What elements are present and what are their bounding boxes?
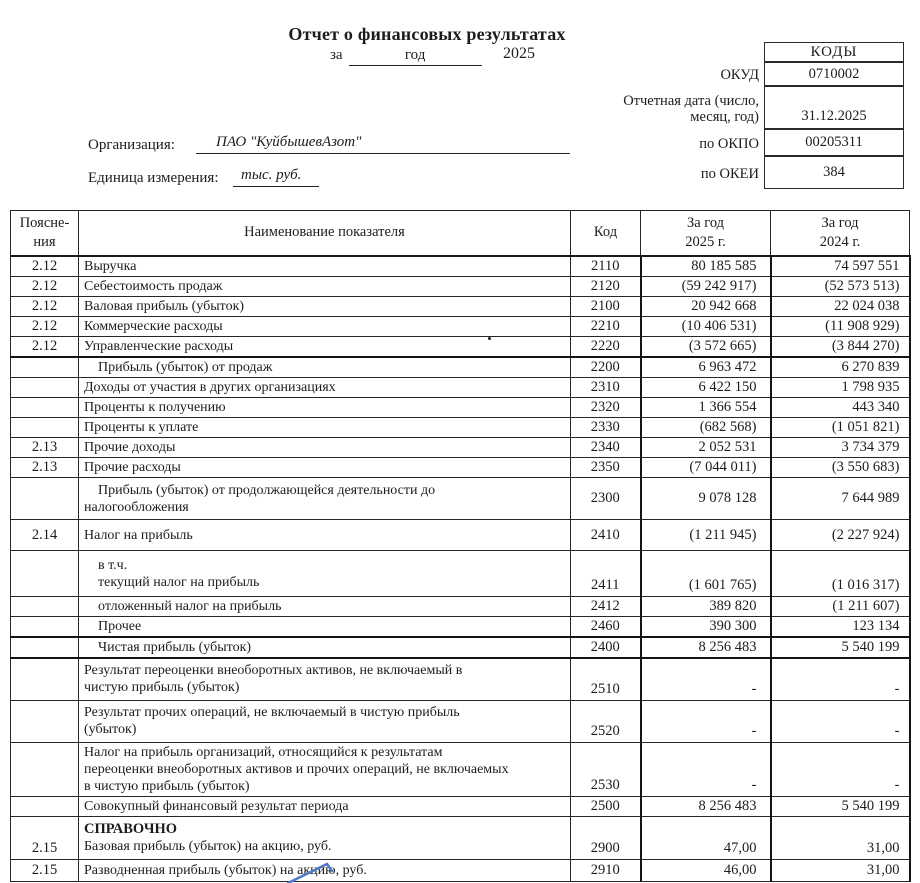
table-row bbox=[11, 438, 910, 458]
row-name bbox=[79, 418, 571, 438]
row-value-2025: 6 422 150 bbox=[641, 378, 771, 398]
row-name-line: Валовая прибыль (убыток) bbox=[84, 298, 245, 314]
header-code: Код bbox=[571, 211, 641, 256]
row-note bbox=[11, 700, 79, 742]
row-name-line: Прибыль (убыток) от продолжающейся деятельности до bbox=[98, 482, 436, 498]
row-name bbox=[79, 276, 571, 296]
row-value-2025: (7 044 011) bbox=[641, 458, 771, 478]
row-value-2024: - bbox=[771, 742, 910, 796]
row-name bbox=[79, 438, 571, 458]
row-name bbox=[79, 617, 571, 638]
row-note: 2.12 bbox=[11, 256, 79, 277]
row-name-line: Налог на прибыль организаций, относящийся к результатам bbox=[84, 744, 443, 760]
row-value-2025: 9 078 128 bbox=[641, 478, 771, 520]
row-value-2024: 74 597 551 bbox=[771, 256, 910, 277]
row-name bbox=[79, 378, 571, 398]
row-name-line: налогообложения bbox=[84, 499, 189, 515]
row-note bbox=[11, 478, 79, 520]
codes-table bbox=[598, 43, 904, 190]
row-note: 2.15 bbox=[11, 816, 79, 859]
codes-label-empty bbox=[598, 43, 764, 63]
row-code: 2310 bbox=[571, 378, 641, 398]
row-name-line: Себестоимость продаж bbox=[84, 278, 223, 294]
row-code: 2320 bbox=[571, 398, 641, 418]
row-name-line: Разводненная прибыль (убыток) на акцию, руб. bbox=[84, 862, 367, 878]
report-title: Отчет о финансовых результатах bbox=[288, 24, 566, 44]
row-name-line: Налог на прибыль bbox=[84, 527, 193, 543]
row-value-2025: 6 963 472 bbox=[641, 357, 771, 378]
row-value-2025: 46,00 bbox=[641, 859, 771, 881]
row-name-line: в чистую прибыль (убыток) bbox=[84, 778, 250, 794]
row-value-2025: (59 242 917) bbox=[641, 276, 771, 296]
table-row bbox=[11, 458, 910, 478]
row-note bbox=[11, 658, 79, 700]
table-row bbox=[11, 859, 910, 881]
table-row bbox=[11, 296, 910, 316]
row-value-2025: 8 256 483 bbox=[641, 796, 771, 816]
table-row bbox=[11, 357, 910, 378]
period-word: год bbox=[349, 47, 482, 66]
row-name bbox=[79, 458, 571, 478]
row-value-2024: (2 227 924) bbox=[771, 520, 910, 551]
row-name bbox=[79, 700, 571, 742]
table-row bbox=[11, 700, 910, 742]
row-note bbox=[11, 418, 79, 438]
row-name-line: СПРАВОЧНО bbox=[84, 820, 178, 837]
row-code: 2300 bbox=[571, 478, 641, 520]
row-value-2025: (10 406 531) bbox=[641, 316, 771, 336]
row-code: 2110 bbox=[571, 256, 641, 277]
row-value-2025: - bbox=[641, 700, 771, 742]
row-name-line: Проценты к уплате bbox=[84, 420, 199, 435]
table-row bbox=[11, 520, 910, 551]
row-value-2025: 47,00 bbox=[641, 816, 771, 859]
row-note bbox=[11, 637, 79, 658]
row-note bbox=[11, 357, 79, 378]
row-code: 2460 bbox=[571, 617, 641, 638]
table-row bbox=[11, 418, 910, 438]
row-name-line: Выручка bbox=[84, 258, 137, 274]
row-name bbox=[79, 398, 571, 418]
table-row bbox=[11, 378, 910, 398]
row-value-2025: 390 300 bbox=[641, 617, 771, 638]
row-name bbox=[79, 796, 571, 816]
financial-table bbox=[10, 210, 911, 882]
row-name-line: Прибыль (убыток) от продаж bbox=[98, 359, 273, 375]
row-name bbox=[79, 316, 571, 336]
row-code: 2910 bbox=[571, 859, 641, 881]
row-note: 2.12 bbox=[11, 296, 79, 316]
table-row bbox=[11, 617, 910, 638]
row-value-2024: 6 270 839 bbox=[771, 357, 910, 378]
row-value-2024: 31,00 bbox=[771, 859, 910, 881]
header-name: Наименование показателя bbox=[79, 211, 571, 256]
blue-pen-mark bbox=[278, 855, 348, 883]
row-code: 2900 bbox=[571, 816, 641, 859]
row-name bbox=[79, 357, 571, 378]
row-note: 2.15 bbox=[11, 859, 79, 881]
table-row bbox=[11, 316, 910, 336]
row-code: 2410 bbox=[571, 520, 641, 551]
row-value-2025: (1 211 945) bbox=[641, 520, 771, 551]
row-name bbox=[79, 551, 571, 597]
report-table-body bbox=[11, 256, 910, 882]
table-row bbox=[11, 816, 910, 859]
row-code: 2200 bbox=[571, 357, 641, 378]
codes-label-okud: ОКУД bbox=[720, 67, 759, 83]
row-value-2024: (1 051 821) bbox=[771, 418, 910, 438]
table-row bbox=[11, 336, 910, 357]
row-note bbox=[11, 796, 79, 816]
row-name bbox=[79, 478, 571, 520]
row-value-2025: 2 052 531 bbox=[641, 438, 771, 458]
codes-value-okud: 0710002 bbox=[764, 62, 904, 86]
row-code: 2400 bbox=[571, 637, 641, 658]
row-name bbox=[79, 816, 571, 859]
row-value-2025: 8 256 483 bbox=[641, 637, 771, 658]
row-name bbox=[79, 336, 571, 357]
row-note bbox=[11, 617, 79, 638]
row-code: 2530 bbox=[571, 742, 641, 796]
row-value-2024: (1 211 607) bbox=[771, 597, 910, 617]
row-code: 2500 bbox=[571, 796, 641, 816]
row-name bbox=[79, 597, 571, 617]
row-name bbox=[79, 520, 571, 551]
unit-label: Единица измерения: bbox=[88, 170, 219, 186]
table-row bbox=[11, 478, 910, 520]
row-value-2024: 3 734 379 bbox=[771, 438, 910, 458]
row-value-2024: (3 844 270) bbox=[771, 336, 910, 357]
row-name-line: Прочее bbox=[98, 619, 142, 634]
table-row bbox=[11, 551, 910, 597]
row-name bbox=[79, 296, 571, 316]
row-name-line: текущий налог на прибыль bbox=[98, 574, 260, 590]
row-value-2024: 31,00 bbox=[771, 816, 910, 859]
row-value-2024: 123 134 bbox=[771, 617, 910, 638]
organization-value: ПАО "КуйбышевАзот" bbox=[196, 132, 570, 154]
row-code: 2220 bbox=[571, 336, 641, 357]
row-value-2025: - bbox=[641, 658, 771, 700]
table-header-row bbox=[11, 211, 910, 256]
row-name-line: отложенный налог на прибыль bbox=[98, 599, 282, 614]
row-note: 2.13 bbox=[11, 438, 79, 458]
codes-label-okei: по ОКЕИ bbox=[700, 165, 759, 182]
row-name-line: Управленческие расходы bbox=[84, 338, 234, 354]
row-name-line: Проценты к получению bbox=[84, 400, 226, 415]
row-code: 2330 bbox=[571, 418, 641, 438]
row-name bbox=[79, 658, 571, 700]
unit-value: тыс. руб. bbox=[233, 165, 319, 187]
row-value-2025: 80 185 585 bbox=[641, 256, 771, 277]
table-row bbox=[11, 796, 910, 816]
row-name bbox=[79, 637, 571, 658]
row-name-line: Прочие расходы bbox=[84, 460, 181, 475]
row-code: 2350 bbox=[571, 458, 641, 478]
row-note: 2.13 bbox=[11, 458, 79, 478]
codes-value-okpo: 00205311 bbox=[764, 129, 904, 156]
row-value-2024: 5 540 199 bbox=[771, 796, 910, 816]
header-note: Поясне- ния bbox=[11, 211, 79, 256]
row-note bbox=[11, 378, 79, 398]
row-value-2024: 443 340 bbox=[771, 398, 910, 418]
codes-label-report-date: Отчетная дата (число, месяц, год) bbox=[623, 92, 759, 125]
row-value-2025: 1 366 554 bbox=[641, 398, 771, 418]
row-code: 2411 bbox=[571, 551, 641, 597]
row-name-line: Результат переоценки внеоборотных активов, не включаемый в bbox=[84, 663, 463, 679]
row-code: 2510 bbox=[571, 658, 641, 700]
row-note: 2.12 bbox=[11, 276, 79, 296]
header-year-2024: За год 2024 г. bbox=[771, 211, 910, 256]
table-row bbox=[11, 742, 910, 796]
row-value-2025: 20 942 668 bbox=[641, 296, 771, 316]
row-note bbox=[11, 398, 79, 418]
row-value-2024: (11 908 929) bbox=[771, 316, 910, 336]
period-prefix: за bbox=[330, 47, 343, 63]
table-row bbox=[11, 276, 910, 296]
row-note: 2.14 bbox=[11, 520, 79, 551]
table-row bbox=[11, 256, 910, 277]
row-code: 2120 bbox=[571, 276, 641, 296]
report-period bbox=[330, 47, 482, 66]
table-row bbox=[11, 597, 910, 617]
row-note bbox=[11, 551, 79, 597]
row-value-2024: - bbox=[771, 658, 910, 700]
header-year-2025: За год 2025 г. bbox=[641, 211, 771, 256]
codes-value-okei: 384 bbox=[764, 156, 904, 189]
row-name-line: Чистая прибыль (убыток) bbox=[98, 640, 252, 655]
table-row bbox=[11, 658, 910, 700]
row-name-line: в т.ч. bbox=[98, 557, 128, 573]
row-note bbox=[11, 742, 79, 796]
period-year: 2025 bbox=[503, 45, 535, 62]
table-row bbox=[11, 637, 910, 658]
row-name bbox=[79, 256, 571, 277]
row-value-2024: 22 024 038 bbox=[771, 296, 910, 316]
row-code: 2520 bbox=[571, 700, 641, 742]
row-code: 2340 bbox=[571, 438, 641, 458]
row-name-line: Прочие доходы bbox=[84, 440, 176, 455]
codes-header: КОДЫ bbox=[764, 42, 904, 62]
row-value-2024: 5 540 199 bbox=[771, 637, 910, 658]
row-name-line: Результат прочих операций, не включаемый в чистую прибыль bbox=[84, 705, 460, 720]
codes-value-report-date: 31.12.2025 bbox=[764, 86, 904, 129]
row-value-2024: 7 644 989 bbox=[771, 478, 910, 520]
row-name-line: Совокупный финансовый результат периода bbox=[84, 798, 349, 814]
row-value-2025: (682 568) bbox=[641, 418, 771, 438]
row-value-2025: 389 820 bbox=[641, 597, 771, 617]
row-code: 2100 bbox=[571, 296, 641, 316]
row-name-line: чистую прибыль (убыток) bbox=[84, 680, 240, 696]
row-code: 2210 bbox=[571, 316, 641, 336]
row-name-line: Базовая прибыль (убыток) на акцию, руб. bbox=[84, 838, 332, 854]
row-name-line: Доходы от участия в других организациях bbox=[84, 380, 336, 395]
row-name bbox=[79, 742, 571, 796]
row-value-2024: (3 550 683) bbox=[771, 458, 910, 478]
scan-ink-dot bbox=[488, 337, 491, 340]
codes-label-okpo: по ОКПО bbox=[699, 135, 759, 152]
row-code: 2412 bbox=[571, 597, 641, 617]
row-value-2025: (3 572 665) bbox=[641, 336, 771, 357]
table-row bbox=[11, 398, 910, 418]
row-note bbox=[11, 597, 79, 617]
row-name-line: (убыток) bbox=[84, 722, 137, 737]
row-note: 2.12 bbox=[11, 316, 79, 336]
row-value-2024: (52 573 513) bbox=[771, 276, 910, 296]
row-value-2025: (1 601 765) bbox=[641, 551, 771, 597]
organization-label: Организация: bbox=[88, 137, 175, 153]
row-name-line: Коммерческие расходы bbox=[84, 318, 223, 334]
row-value-2025: - bbox=[641, 742, 771, 796]
row-value-2024: - bbox=[771, 700, 910, 742]
row-name-line: переоценки внеоборотных активов и прочих операций, не включаемых bbox=[84, 761, 509, 777]
row-note: 2.12 bbox=[11, 336, 79, 357]
row-value-2024: 1 798 935 bbox=[771, 378, 910, 398]
row-value-2024: (1 016 317) bbox=[771, 551, 910, 597]
